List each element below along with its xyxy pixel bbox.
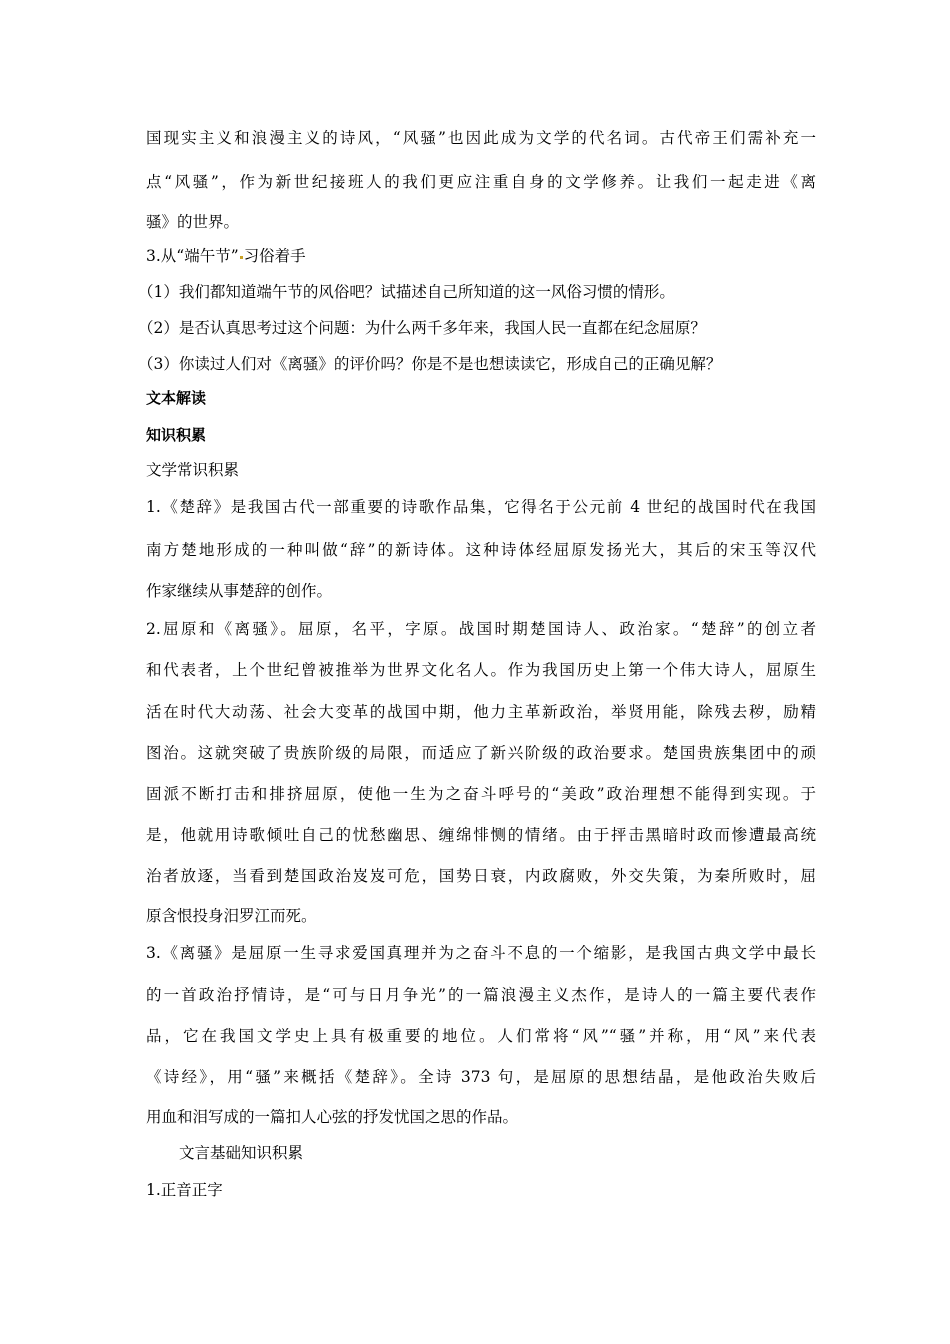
para2-line-8: 原含恨投身汨罗江而死。 xyxy=(146,907,317,925)
para2-line-5: 固派不断打击和排挤屈原，使他一生为之奋斗呼号的“美政”政治理想不能得到实现。于 xyxy=(146,785,816,803)
section3-item-1: （1）我们都知道端午节的风俗吧？试描述自己所知道的这一风俗习惯的情形。 xyxy=(138,283,675,301)
para2-line-3: 活在时代大动荡、社会大变革的战国中期，他力主革新政治，举贤用能，除残去秽，励精 xyxy=(146,703,816,721)
para3-line-4: 《诗经》，用“骚”来概括《楚辞》。全诗 373 句，是屈原的思想结晶，是他政治失败后 xyxy=(146,1068,816,1086)
para3-line-2: 的一首政治抒情诗，是“可与日月争光”的一篇浪漫主义杰作，是诗人的一篇主要代表作 xyxy=(146,986,816,1004)
last-item: 1.正音正字 xyxy=(146,1181,223,1199)
para2-line-7: 治者放逐，当看到楚国政治岌岌可危，国势日衰，内政腐败，外交失策，为秦所败时，屈 xyxy=(146,867,816,885)
heading-knowledge: 知识积累 xyxy=(146,426,207,444)
intro-line-1: 国现实主义和浪漫主义的诗风，“风骚”也因此成为文学的代名词。古代帝王们需补充一 xyxy=(146,129,816,147)
intro-line-3: 骚》的世界。 xyxy=(146,213,240,231)
section3-item-2: （2）是否认真思考过这个问题：为什么两千多年来，我国人民一直都在纪念屈原？ xyxy=(138,319,706,337)
para1-line-1: 1.《楚辞》是我国古代一部重要的诗歌作品集，它得名于公元前 4 世纪的战国时代在我国 xyxy=(146,498,816,516)
para2-line-6: 是，他就用诗歌倾吐自己的忧愁幽思、缠绵悱恻的情绪。由于抨击黑暗时政而惨遭最高统 xyxy=(146,826,816,844)
section3-title xyxy=(146,246,816,266)
heading-literary: 文学常识积累 xyxy=(146,461,240,479)
para2-line-2: 和代表者，上个世纪曾被推举为世界文化名人。作为我国历史上第一个伟大诗人，屈原生 xyxy=(146,661,816,679)
intro-line-2: 点“风骚”，作为新世纪接班人的我们更应注重自身的文学修养。让我们一起走进《离 xyxy=(146,173,816,191)
heading-classical: 文言基础知识积累 xyxy=(179,1144,304,1162)
section3-title-b: 习俗着手 xyxy=(243,247,306,265)
highlight-mark xyxy=(240,256,243,259)
para2-line-4: 图治。这就突破了贵族阶级的局限，而适应了新兴阶级的政治要求。楚国贵族集团中的顽 xyxy=(146,744,816,762)
section3-item-3: （3）你读过人们对《离骚》的评价吗？你是不是也想读读它，形成自己的正确见解？ xyxy=(138,355,722,373)
para1-line-2: 南方楚地形成的一种叫做“辞”的新诗体。这种诗体经屈原发扬光大，其后的宋玉等汉代 xyxy=(146,541,816,559)
heading-text-reading: 文本解读 xyxy=(146,389,207,407)
para3-line-1: 3.《离骚》是屈原一生寻求爱国真理并为之奋斗不息的一个缩影，是我国古典文学中最长 xyxy=(146,944,816,962)
section3-title-a: 3.从“端午节” xyxy=(146,247,239,265)
para2-line-1: 2.屈原和《离骚》。屈原，名平，字原。战国时期楚国诗人、政治家。“楚辞”的创立者 xyxy=(146,620,816,638)
para3-line-5: 用血和泪写成的一篇扣人心弦的抒发忧国之思的作品。 xyxy=(146,1108,519,1126)
para1-line-3: 作家继续从事楚辞的创作。 xyxy=(146,582,333,600)
para3-line-3: 品，它在我国文学史上具有极重要的地位。人们常将“风”“骚”并称，用“风”来代表 xyxy=(146,1027,816,1045)
